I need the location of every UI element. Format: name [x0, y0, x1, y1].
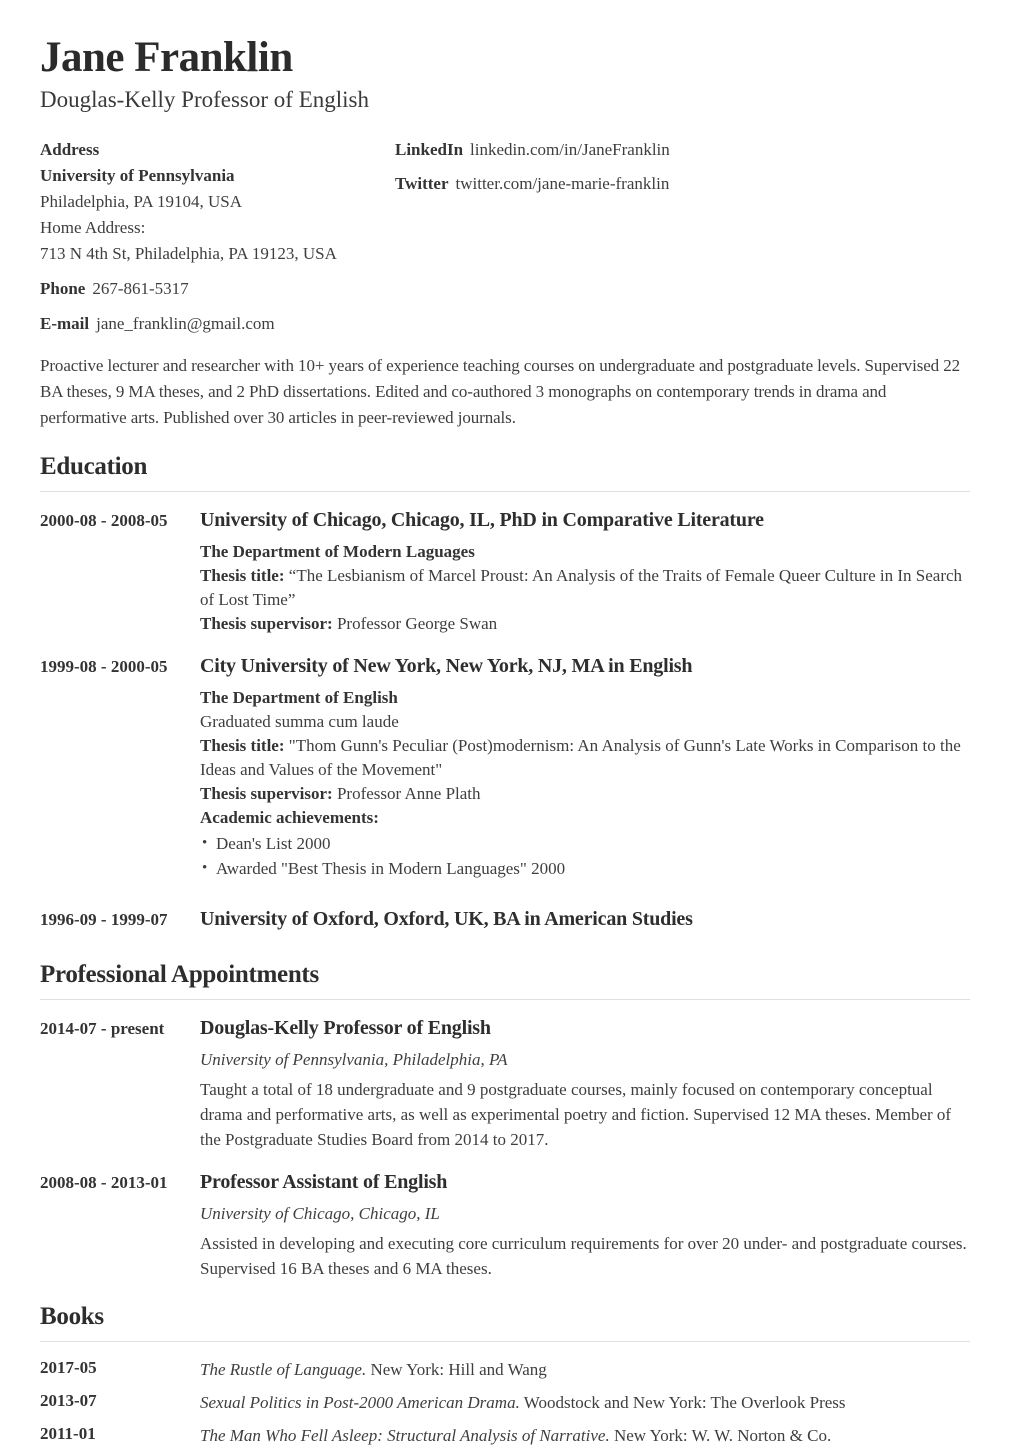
thesis-supervisor-value: Professor George Swan: [336, 614, 498, 634]
linkedin-value: linkedin.com/in/JaneFranklin: [470, 140, 670, 160]
book-row: [40, 1358, 970, 1382]
phone-label: Phone: [40, 279, 86, 299]
entry-employer: University of Chicago, Chicago, IL: [200, 1204, 440, 1224]
thesis-supervisor-line: [200, 612, 970, 636]
work-address-org: University of Pennsylvania: [40, 166, 235, 186]
thesis-title-label: Thesis title:: [200, 736, 285, 756]
thesis-supervisor-line: [200, 782, 970, 806]
book-row: [40, 1391, 970, 1415]
thesis-title-value: “The Lesbianism of Marcel Proust: An Analysis of the Traits of Female Queer Culture in In Search of Lost Time”: [200, 566, 963, 610]
education-heading: Education: [40, 453, 970, 492]
book-publisher: New York: Hill and Wang: [370, 1360, 547, 1380]
thesis-title-line: [200, 734, 970, 782]
entry-employer: University of Pennsylvania, Philadelphia, PA: [200, 1050, 508, 1070]
thesis-supervisor-label: Thesis supervisor:: [200, 614, 333, 634]
education-section: [40, 453, 970, 939]
contact-section: [40, 137, 970, 337]
entry-title: Douglas-Kelly Professor of English: [200, 1017, 491, 1040]
entry-title: Professor Assistant of English: [200, 1171, 448, 1194]
education-entry: [40, 907, 970, 939]
entry-body: [200, 654, 970, 881]
person-job-title: Douglas-Kelly Professor of English: [40, 87, 369, 113]
entry-date: 1999-08 - 2000-05: [40, 657, 168, 677]
appointments-heading: Professional Appointments: [40, 961, 970, 1000]
book-publisher: New York: W. W. Norton & Co.: [613, 1426, 832, 1446]
twitter-value: twitter.com/jane-marie-franklin: [455, 174, 670, 194]
entry-body: [200, 1170, 970, 1281]
appointment-entry: [40, 1170, 970, 1281]
entry-body: [200, 508, 970, 636]
entry-title: City University of New York, New York, NJ, MA in English: [200, 655, 693, 678]
email-value: jane_franklin@gmail.com: [96, 314, 275, 334]
appointment-entries: [40, 1016, 970, 1281]
entry-description: Taught a total of 18 undergraduate and 9 postgraduate courses, mainly focused on contemporary conceptual drama and performative arts, as well as experimental poetry and fiction. Supervised 12 MA theses. Member of the Postgraduate Studies Board from 2014 to 2017.: [200, 1080, 952, 1150]
address-label: Address: [40, 140, 100, 160]
achievement-item: • Dean's List 2000: [200, 831, 970, 856]
appointments-section: [40, 961, 970, 1281]
home-address-label: Home Address:: [40, 218, 146, 238]
books-section: [40, 1303, 970, 1448]
entry-date: 1996-09 - 1999-07: [40, 910, 168, 930]
book-date: 2011-01: [40, 1424, 96, 1444]
books-heading: Books: [40, 1303, 970, 1342]
contact-left-column: [40, 137, 395, 337]
entry-department: The Department of English: [200, 688, 398, 708]
entry-body: [200, 1016, 970, 1152]
book-citation: [200, 1391, 970, 1415]
thesis-title-label: Thesis title:: [200, 566, 285, 586]
book-entries: [40, 1358, 970, 1448]
book-title: The Rustle of Language.: [200, 1360, 367, 1380]
thesis-title-line: [200, 564, 970, 612]
thesis-supervisor-value: Professor Anne Plath: [336, 784, 481, 804]
book-citation: [200, 1358, 970, 1382]
entry-description: Assisted in developing and executing core curriculum requirements for over 20 under- and postgraduate courses. Supervised 16 BA theses and 6 MA theses.: [200, 1234, 967, 1279]
book-title: Sexual Politics in Post-2000 American Drama.: [200, 1393, 520, 1413]
header: [40, 34, 970, 113]
entry-title: University of Chicago, Chicago, IL, PhD in Comparative Literature: [200, 509, 764, 532]
person-name: Jane Franklin: [40, 34, 293, 81]
thesis-supervisor-label: Thesis supervisor:: [200, 784, 333, 804]
graduation-note: Graduated summa cum laude: [200, 712, 399, 732]
email-row: [40, 311, 395, 337]
appointment-entry: [40, 1016, 970, 1152]
twitter-label: Twitter: [395, 174, 449, 194]
education-entries: [40, 508, 970, 939]
linkedin-row: [395, 137, 970, 163]
entry-body: [200, 907, 970, 939]
book-date: 2017-05: [40, 1358, 97, 1378]
education-entry: [40, 654, 970, 881]
linkedin-label: LinkedIn: [395, 140, 464, 160]
thesis-title-value: "Thom Gunn's Peculiar (Post)modernism: An Analysis of Gunn's Late Works in Comparison to the Ideas and Values of the Movement": [200, 736, 961, 780]
book-publisher: Woodstock and New York: The Overlook Press: [523, 1393, 846, 1413]
home-address-value: 713 N 4th St, Philadelphia, PA 19123, USA: [40, 244, 337, 264]
achievements-label: Academic achievements:: [200, 808, 379, 828]
twitter-row: [395, 171, 970, 197]
entry-date: 2008-08 - 2013-01: [40, 1173, 168, 1193]
achievements-list: [200, 831, 970, 881]
contact-right-column: [395, 137, 970, 337]
entry-date: 2000-08 - 2008-05: [40, 511, 168, 531]
book-title: The Man Who Fell Asleep: Structural Analysis of Narrative.: [200, 1426, 610, 1446]
entry-department: The Department of Modern Laguages: [200, 542, 475, 562]
work-address-city: Philadelphia, PA 19104, USA: [40, 192, 242, 212]
book-date: 2013-07: [40, 1391, 97, 1411]
email-label: E-mail: [40, 314, 90, 334]
achievement-item: • Awarded "Best Thesis in Modern Languages" 2000: [200, 856, 970, 881]
phone-value: 267-861-5317: [92, 279, 189, 299]
professional-summary: Proactive lecturer and researcher with 10+ years of experience teaching courses on undergraduate and postgraduate levels. Supervised 22 BA theses, 9 MA theses, and 2 PhD dissertations. Edited and co-authored 3 monographs on contemporary trends in drama and performative arts. Published over 30 articles in peer-reviewed journals.: [40, 356, 961, 428]
entry-date: 2014-07 - present: [40, 1019, 165, 1039]
phone-row: [40, 276, 395, 302]
education-entry: [40, 508, 970, 636]
entry-title: University of Oxford, Oxford, UK, BA in American Studies: [200, 908, 693, 931]
